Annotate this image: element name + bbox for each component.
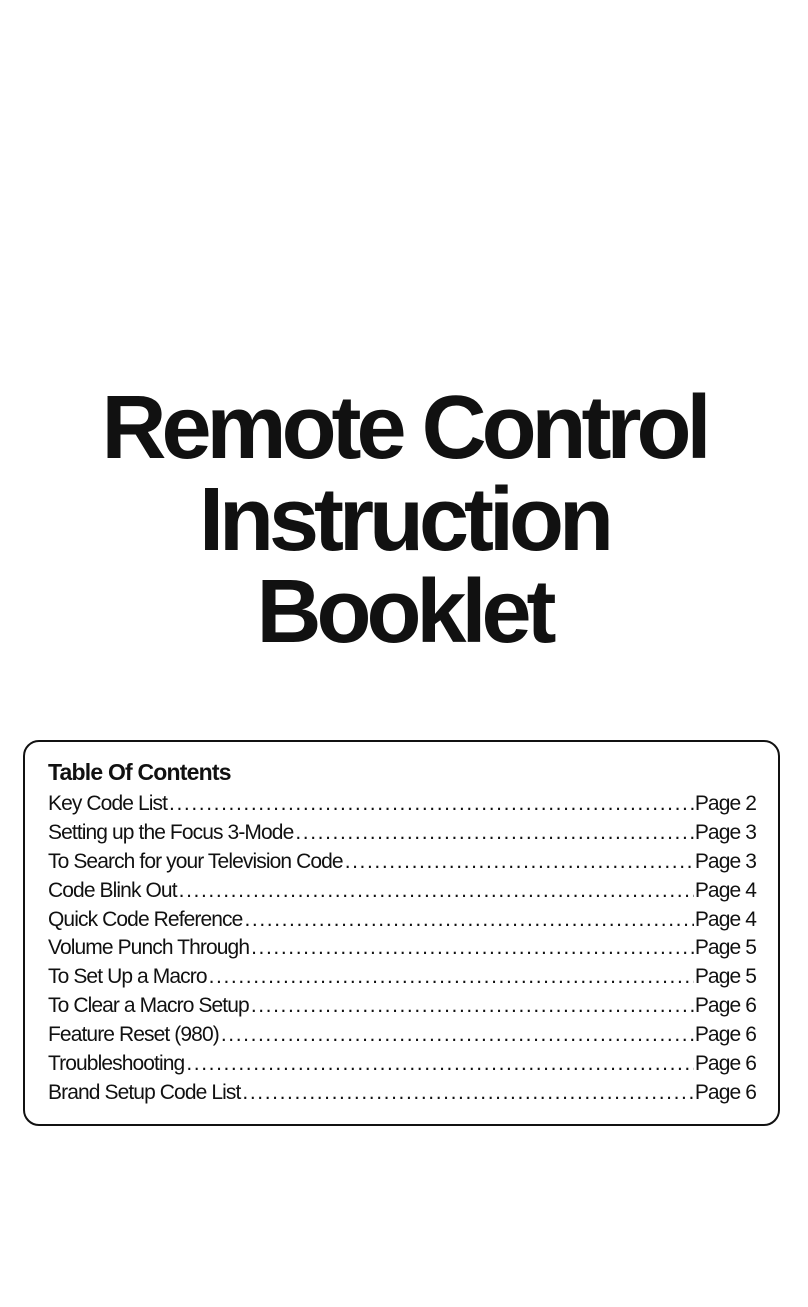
- toc-entry-page: Page 6: [694, 1080, 756, 1104]
- toc-entry-page: Page 3: [694, 820, 756, 844]
- document-title: [0, 378, 808, 662]
- toc-entry-page: Page 2: [694, 792, 756, 815]
- toc-entry-page: Page 5: [694, 936, 756, 960]
- toc-entry-quick-code-reference[interactable]: [48, 908, 756, 937]
- toc-heading: Table Of Contents: [48, 759, 231, 785]
- dot-leader: [221, 1023, 694, 1047]
- toc-entry-label: Quick Code Reference: [48, 907, 243, 931]
- toc-entry-label: Setting up the Focus 3-Mode: [48, 820, 294, 844]
- toc-entry-label: To Clear a Macro Setup: [48, 994, 249, 1018]
- toc-entry-set-up-macro[interactable]: [48, 965, 756, 994]
- toc-entry-page: Page 4: [694, 878, 756, 902]
- dot-leader: [251, 994, 694, 1018]
- toc-list: [48, 792, 756, 1110]
- toc-entry-volume-punch-through[interactable]: [48, 936, 756, 965]
- toc-entry-label: Feature Reset (980): [48, 1023, 219, 1047]
- toc-entry-page: Page 5: [694, 965, 756, 989]
- toc-entry-feature-reset[interactable]: [48, 1023, 756, 1052]
- toc-entry-page: Page 3: [694, 849, 756, 873]
- toc-entry-code-blink-out[interactable]: [48, 879, 756, 908]
- title-line-2: Instruction: [199, 470, 609, 570]
- dot-leader: [244, 908, 693, 932]
- toc-entry-page: Page 6: [694, 994, 756, 1018]
- toc-entry-page: Page 6: [694, 1052, 756, 1076]
- dot-leader: [295, 821, 693, 845]
- dot-leader: [251, 936, 694, 960]
- dot-leader: [209, 965, 694, 989]
- toc-entry-focus-3-mode[interactable]: [48, 821, 756, 850]
- toc-entry-label: To Search for your Television Code: [48, 849, 343, 873]
- dot-leader: [179, 879, 694, 903]
- toc-entry-troubleshooting[interactable]: [48, 1052, 756, 1081]
- title-line-3: Booklet: [256, 562, 552, 662]
- table-of-contents: [23, 740, 780, 1126]
- toc-entry-label: Volume Punch Through: [48, 936, 250, 960]
- dot-leader: [345, 850, 694, 874]
- dot-leader: [186, 1052, 694, 1076]
- toc-entry-label: Code Blink Out: [48, 878, 177, 902]
- toc-entry-brand-setup-code-list[interactable]: [48, 1081, 756, 1110]
- toc-entry-label: To Set Up a Macro: [48, 965, 207, 989]
- title-line-1: Remote Control: [101, 378, 707, 478]
- toc-entry-label: Key Code List: [48, 792, 168, 815]
- dot-leader: [242, 1081, 693, 1105]
- toc-entry-label: Brand Setup Code List: [48, 1080, 241, 1104]
- toc-entry-search-tv-code[interactable]: [48, 850, 756, 879]
- dot-leader: [169, 792, 694, 816]
- toc-entry-clear-macro-setup[interactable]: [48, 994, 756, 1023]
- toc-entry-key-code-list[interactable]: [48, 792, 756, 821]
- toc-entry-page: Page 6: [694, 1023, 756, 1047]
- toc-entry-page: Page 4: [694, 907, 756, 931]
- toc-entry-label: Troubleshooting: [48, 1052, 185, 1076]
